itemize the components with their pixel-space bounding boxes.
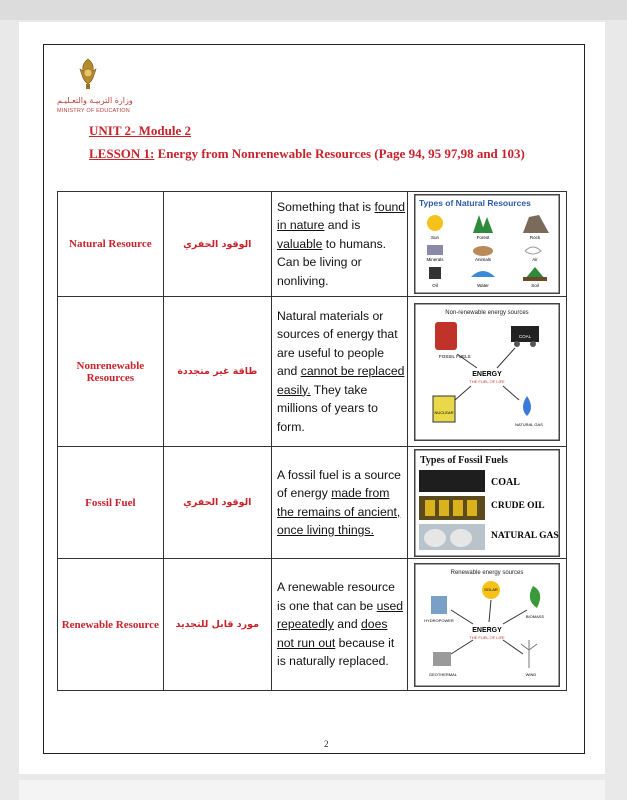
image-label: NATURAL GAS bbox=[515, 421, 544, 427]
image-cell bbox=[408, 447, 567, 559]
document-page bbox=[19, 22, 605, 774]
term-cell: Nonrenewable Resources bbox=[58, 297, 164, 447]
image-label: BIOMASS bbox=[526, 613, 545, 619]
lesson-heading bbox=[89, 146, 529, 162]
term-cell: Natural Resource bbox=[58, 192, 164, 297]
definition-key-phrase: used repeatedly bbox=[276, 598, 404, 632]
image-cell bbox=[408, 559, 567, 691]
ministry-name-english: MINISTRY OF EDUCATION bbox=[57, 108, 130, 114]
definition-text: because it is naturally replaced. bbox=[276, 635, 395, 669]
definition-text: and bbox=[333, 617, 362, 632]
definition-cell bbox=[271, 192, 407, 297]
image-label: GEOTHERMAL bbox=[429, 671, 458, 677]
definition-text: and is bbox=[324, 218, 361, 233]
viewer-top-strip bbox=[0, 0, 627, 20]
definition-key-phrase: cannot be replaced easily. bbox=[276, 364, 405, 397]
image-label: HYDROPOWER bbox=[424, 617, 454, 623]
ministry-name-arabic: وزارة التربيـة والتعـليـم bbox=[57, 96, 133, 105]
image-label: Animals bbox=[475, 257, 492, 262]
lesson-title: Energy from Nonrenewable Resources (Page 94, 95 97,98 and 103) bbox=[154, 146, 525, 161]
image-label: Rock bbox=[530, 235, 541, 240]
definition-cell bbox=[271, 559, 407, 691]
definition-key-phrase: does not run out bbox=[276, 617, 388, 650]
definition-key-phrase: valuable bbox=[276, 236, 323, 251]
image-label: CRUDE OIL bbox=[491, 500, 545, 511]
fossil-fuels-illustration bbox=[414, 449, 560, 557]
definition-text: A renewable resource is one that can be bbox=[276, 580, 395, 613]
image-label: NUCLEAR bbox=[434, 409, 454, 415]
image-label: Minerals bbox=[426, 257, 444, 262]
image-label: Forest bbox=[476, 235, 490, 240]
arabic-term-cell: الوقود الحفري bbox=[163, 192, 271, 297]
table-row bbox=[58, 559, 567, 691]
definition-text: Natural materials or sources of energy that are useful to people and bbox=[276, 308, 398, 379]
natural-resources-illustration bbox=[414, 194, 560, 294]
table-row bbox=[58, 192, 567, 297]
image-cell bbox=[408, 192, 567, 297]
definition-text: They take millions of years to form. bbox=[276, 382, 378, 434]
image-cell bbox=[408, 297, 567, 447]
definition-cell bbox=[271, 297, 407, 447]
arabic-term-cell: مورد قابل للتجديد bbox=[163, 559, 271, 691]
term-cell: Renewable Resource bbox=[58, 559, 164, 691]
definition-key-phrase: found in nature bbox=[276, 199, 406, 233]
image-label: COAL bbox=[519, 333, 532, 339]
image-label: ENERGY bbox=[472, 626, 502, 634]
definition-key-phrase: made from the remains of ancient, once living things. bbox=[276, 486, 401, 537]
image-label: Oil bbox=[432, 283, 438, 288]
image-label: Sun bbox=[431, 235, 440, 240]
image-label: Water bbox=[477, 283, 490, 288]
image-label: THE FUEL OF LIFE bbox=[469, 634, 505, 640]
unit-heading: UNIT 2- Module 2 bbox=[89, 123, 191, 138]
image-label: FOSSIL FUELS bbox=[439, 353, 471, 359]
term-cell: Fossil Fuel bbox=[58, 447, 164, 559]
image-label: THE FUEL OF LIFE bbox=[469, 378, 505, 384]
table-row bbox=[58, 447, 567, 559]
uae-emblem-logo bbox=[77, 57, 99, 91]
image-label: WIND bbox=[525, 671, 537, 677]
image-label: NATURAL GAS bbox=[491, 530, 559, 541]
lesson-label: LESSON 1: bbox=[89, 146, 155, 161]
vocabulary-table bbox=[57, 191, 567, 691]
image-title: Non-renewable energy sources bbox=[445, 309, 529, 316]
definition-cell bbox=[271, 447, 407, 559]
table-row bbox=[58, 297, 567, 447]
image-label: Soil bbox=[531, 283, 539, 288]
image-title: Types of Natural Resources bbox=[419, 198, 531, 208]
image-label: Air bbox=[532, 257, 538, 262]
image-label: COAL bbox=[491, 476, 521, 488]
image-label: ENERGY bbox=[472, 370, 502, 378]
arabic-term-cell: طاقة غير متجددة bbox=[163, 297, 271, 447]
definition-text: to humans. Can be living or nonliving. bbox=[276, 236, 387, 288]
page-number: 2 bbox=[324, 739, 329, 749]
image-title: Types of Fossil Fuels bbox=[420, 454, 509, 466]
image-label: SOLAR bbox=[484, 586, 498, 592]
arabic-term-cell: الوقود الحفري bbox=[163, 447, 271, 559]
renewable-energy-illustration bbox=[414, 563, 560, 687]
image-title: Renewable energy sources bbox=[450, 569, 524, 576]
definition-text: Something that is bbox=[276, 199, 375, 214]
viewer-bottom-strip bbox=[19, 780, 605, 800]
nonrenewable-energy-illustration bbox=[414, 303, 560, 441]
definition-text: A fossil fuel is a source of energy bbox=[276, 467, 401, 500]
